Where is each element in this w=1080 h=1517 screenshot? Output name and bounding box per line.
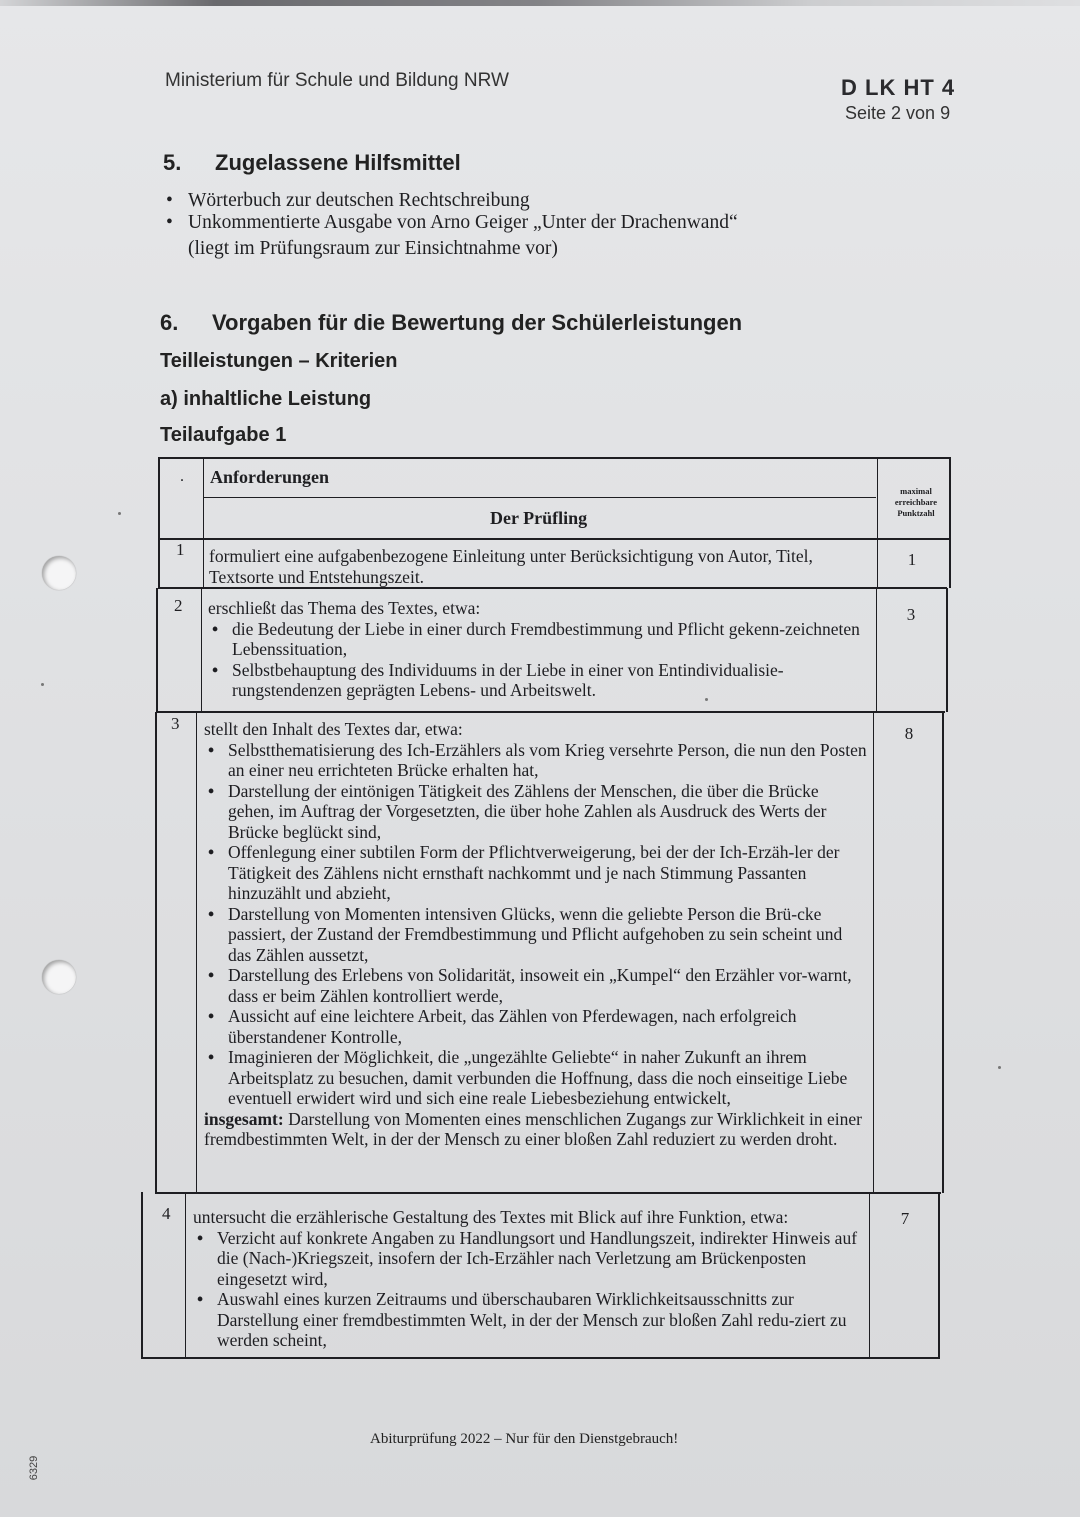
aids-list [166, 190, 738, 234]
row-3-number: 3 [171, 714, 180, 733]
list-item: • Imaginieren der Möglichkeit, die „ungezählte Geliebte“ in naher Zukunft an ihrem Arbeitsplatz zu besuchen, damit verbunden die Hoffnung, dass die noch einseitige Liebe eventuell erwidert wird und sich eine reale Liebesbeziehung entwickelt, [204, 1047, 868, 1109]
table-border-left [156, 588, 158, 713]
row-2-number: 2 [174, 596, 183, 615]
list-item: • Selbstthematisierung des Ich-Erzählers als vom Krieg versehrte Person, die nun den Posten an einer neu errichteten Brücke erhalten hat, [204, 740, 868, 781]
page-footer: Abiturprüfung 2022 – Nur für den Dienstgebrauch! [370, 1431, 679, 1447]
list-item: • Selbstbehauptung des Individuums in der Liebe in einer von Entindividualisie-rungstendenzen geprägten Lebens- und Arbeitswelt. [208, 660, 872, 701]
section-6-subtitle: Teilleistungen – Kriterien [160, 350, 398, 372]
list-item: • Darstellung der eintönigen Tätigkeit des Zählens der Menschen, die über die Brücke gehen, im Auftrag der Vorgesetzten, die über hohe Zahlen als Ausdruck des Werts der Brücke beglückt sind, [204, 781, 868, 843]
row-divider [155, 1192, 941, 1194]
row-4-content [193, 1207, 865, 1351]
num-column-divider [203, 457, 204, 588]
row-2-bullets [208, 619, 872, 701]
row-3-bullets [204, 740, 868, 1109]
punch-hole-bottom [42, 960, 76, 994]
section-6-heading [160, 310, 742, 336]
list-item: • Auswahl eines kurzen Zeitraums und überschaubaren Wirklichkeitsausschnitts zur Darstellung einer fremdbestimmten Welt, in der der Mensch zur bloßen Zahl redu-ziert zu werden scheint, [193, 1289, 865, 1351]
points-column-divider [869, 1193, 870, 1358]
scan-speck [118, 512, 121, 515]
table-border-left [158, 457, 160, 588]
row-3-points: 8 [904, 724, 914, 743]
row-1-number: 1 [176, 540, 185, 559]
section-5-heading [163, 150, 461, 176]
aids-item: • Unkommentierte Ausgabe von Arno Geiger „Unter der Drachenwand“ [166, 212, 738, 234]
section-5-number: 5. [163, 150, 182, 175]
punch-hole-top [42, 556, 76, 590]
num-column-divider [201, 588, 202, 712]
row-3-summary-label: insgesamt: [204, 1108, 284, 1129]
list-item: • Aussicht auf eine leichtere Arbeit, das Zählen von Pferdewagen, nach erfolgreich überstandener Kontrolle, [204, 1006, 868, 1047]
row-4-points: 7 [900, 1209, 910, 1228]
list-item: • Darstellung von Momenten intensiven Glücks, wenn die geliebte Person die Brü-cke passiert, der Zustand der Fremdbestimmung und Pflicht aufgehoben zu sein scheint und das Zählen aussetzt, [204, 904, 868, 966]
table-header-requirements: Anforderungen [210, 467, 330, 487]
list-item: • Offenlegung einer subtilen Form der Pflichtverweigerung, bei der der Ich-Erzäh-ler der Tätigkeit des Zählens nicht ernsthaft nachkommt und je nach Stimmung Passanten hinzuzählt und abzieht, [204, 842, 868, 904]
row-3-intro: stellt den Inhalt des Textes dar, etwa: [204, 719, 463, 739]
table-border-top [158, 457, 951, 459]
row-3-summary [204, 1109, 868, 1150]
side-code: 6329 [28, 1455, 41, 1481]
row-divider [158, 711, 945, 713]
table-header-divider [204, 497, 876, 498]
section-6-part: a) inhaltliche Leistung [160, 388, 372, 410]
aids-item-note: (liegt im Prüfungsraum zur Einsichtnahme vor) [188, 238, 558, 259]
row-4-bullets [193, 1228, 865, 1351]
section-6-title: Vorgaben für die Bewertung der Schülerleistungen [212, 310, 743, 335]
scan-speck [998, 1066, 1001, 1069]
row-divider [158, 587, 947, 589]
table-border-left [155, 712, 157, 1194]
table-head-number-column: . [180, 468, 184, 485]
num-column-divider [185, 1193, 186, 1358]
row-1-points: 1 [907, 550, 917, 569]
table-header-points: maximal erreichbare Punktzahl [894, 486, 938, 518]
table-border-right [946, 588, 948, 712]
table-header-bottom [158, 538, 949, 540]
points-column-divider [876, 588, 877, 712]
row-2-points: 3 [906, 605, 916, 624]
list-item: • Verzicht auf konkrete Angaben zu Handlungsort und Handlungszeit, indirekter Hinweis auf die (Nach-)Kriegszeit, insofern der Ich-Erzähler nach Verletzung am Brückenposten eingesetzt wird, [193, 1228, 865, 1290]
row-3-summary-text: Darstellung von Momenten eines menschlichen Zugangs zur Wirklichkeit in einer fremdbestimmten Welt, in der der Mensch zu einer bloßen Zahl reduziert zu werden droht. [204, 1108, 862, 1149]
table-border-bottom [141, 1357, 940, 1359]
row-2-content [208, 598, 872, 701]
page-number: Seite 2 von 9 [845, 103, 951, 123]
row-2-intro: erschließt das Thema des Textes, etwa: [208, 598, 481, 618]
scan-speck [705, 698, 708, 701]
row-3-content [204, 719, 868, 1150]
exam-code: D LK HT 4 [841, 75, 956, 100]
section-6-task: Teilaufgabe 1 [160, 424, 287, 446]
points-column-divider [873, 712, 874, 1193]
table-border-right [938, 1193, 940, 1358]
row-4-number: 4 [162, 1204, 171, 1223]
scan-edge-shadow [0, 0, 1080, 6]
scan-speck [41, 683, 44, 686]
table-border-right [942, 712, 944, 1193]
section-6-number: 6. [160, 310, 179, 335]
points-column-divider [877, 458, 878, 588]
table-header-candidate: Der Prüfling [490, 508, 588, 528]
row-4-intro: untersucht die erzählerische Gestaltung des Textes mit Blick auf ihre Funktion, etwa: [193, 1207, 789, 1227]
num-column-divider [196, 712, 197, 1193]
section-5-title: Zugelassene Hilfsmittel [215, 150, 461, 175]
list-item: • Darstellung des Erlebens von Solidarität, insoweit ein „Kumpel“ den Erzähler vor-warnt, dass er beim Zählen kontrolliert werde, [204, 965, 868, 1006]
table-border-left [141, 1192, 143, 1359]
table-border-right [949, 458, 951, 588]
ministry-name: Ministerium für Schule und Bildung NRW [165, 70, 509, 91]
list-item: • die Bedeutung der Liebe in einer durch Fremdbestimmung und Pflicht gekenn-zeichneten Lebenssituation, [208, 619, 872, 660]
aids-item: • Wörterbuch zur deutschen Rechtschreibung [166, 190, 738, 212]
row-1-text: formuliert eine aufgabenbezogene Einleitung unter Berücksichtigung von Autor, Titel, Textsorte und Entstehungszeit. [209, 546, 813, 587]
